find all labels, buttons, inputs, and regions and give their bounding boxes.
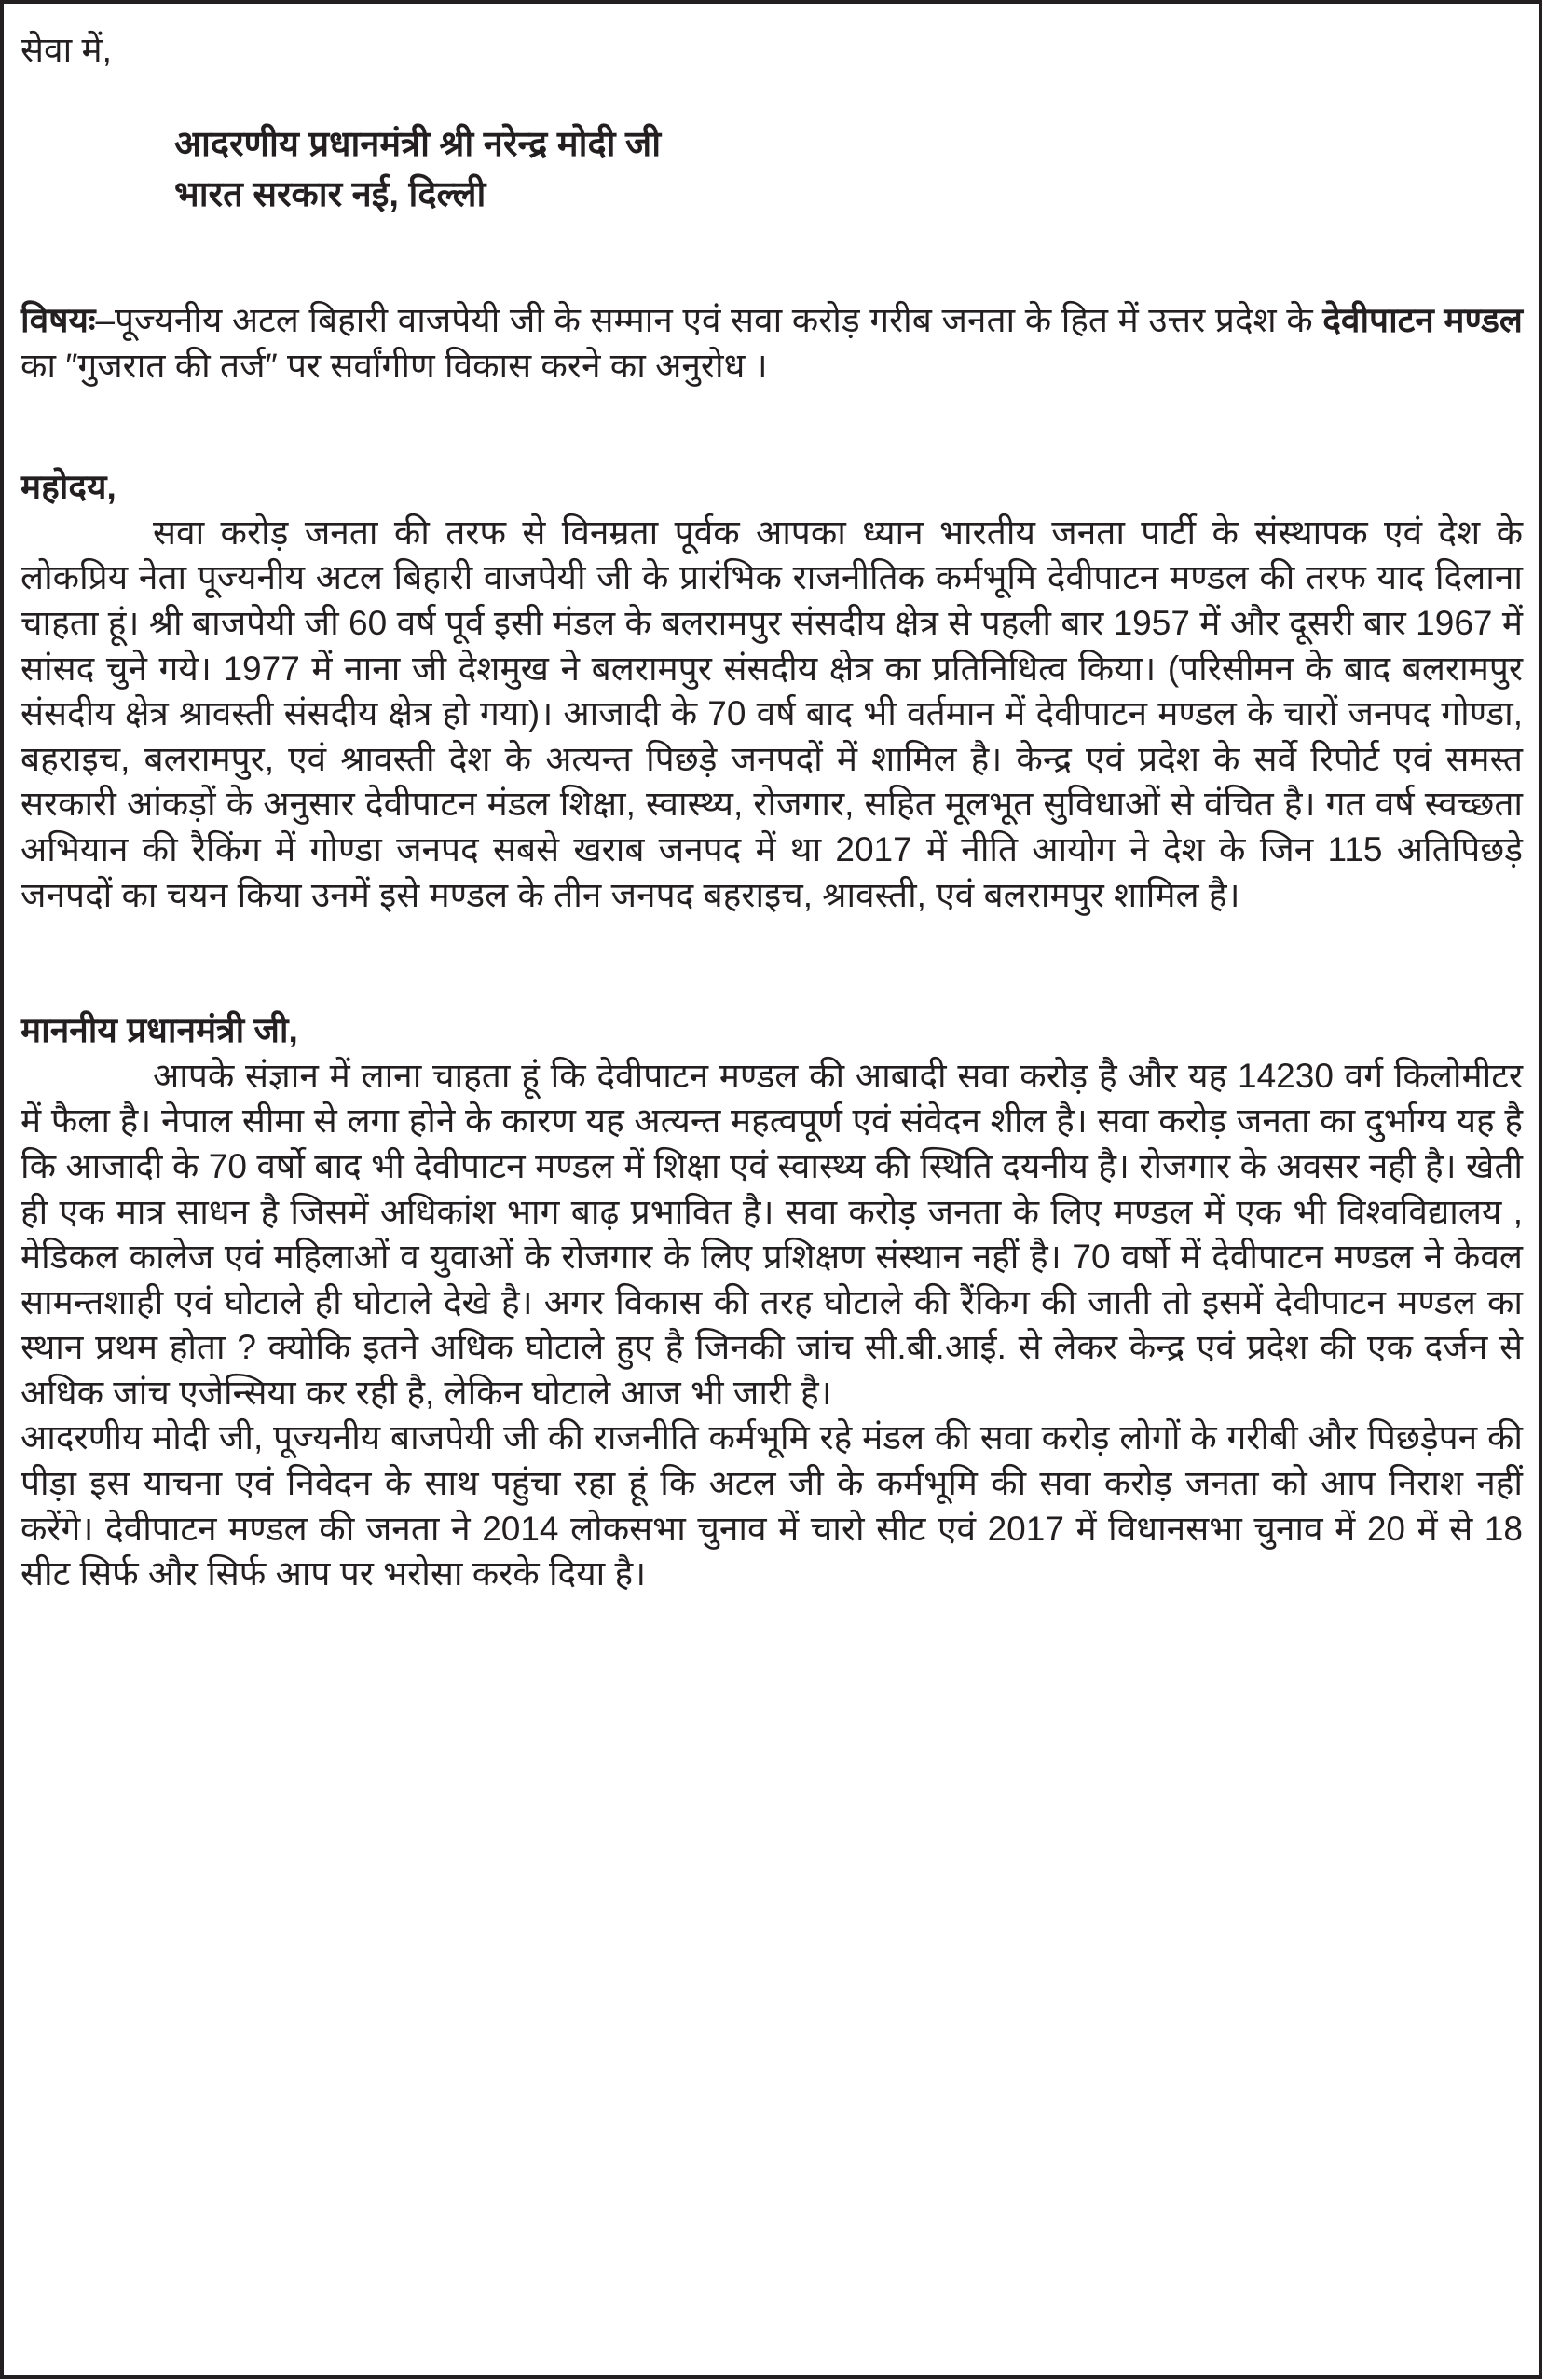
addressee-name: आदरणीय प्रधानमंत्री श्री नरेन्द्र मोदी जी [174,125,662,164]
addressee-location: भारत सरकार नई, दिल्ली [174,175,486,214]
paragraph-3: आदरणीय मोदी जी, पूज्यनीय बाजपेयी जी की राजनीति कर्मभूमि रहे मंडल की सवा करोड़ लोगों के गरीबी और पिछड़ेपन की पीड़ा इस याचना एवं निवेदन के साथ पहुंचा रहा हूं कि अटल जी के कर्मभूमि की सवा करोड़ जनता को आप निराश नहीं करेंगे। देवीपाटन मण्डल की जनता ने 2014 लोकसभा चुनाव में चारो सीट एवं 2017 में विधानसभा चुनाव में 20 में से 18 सीट सिर्फ और सिर्फ आप पर भरोसा करके दिया है। [21,1418,1523,1594]
paragraph-1: सवा करोड़ जनता की तरफ से विनम्रता पूर्वक आपका ध्यान भारतीय जनता पार्टी के संस्थापक एवं देश के लोकप्रिय नेता पूज्यनीय अटल बिहारी वाजपेयी जी के प्रारंभिक राजनीतिक कर्मभूमि देवीपाटन मण्डल की तरफ याद दिलाना चाहता हूं। श्री बाजपेयी जी 60 वर्ष पूर्व इसी मंडल के बलरामपुर संसदीय क्षेत्र से पहली बार 1957 में और दूसरी बार 1967 में सांसद चुने गये। 1977 में नाना जी देशमुख ने बलरामपुर संसदीय क्षेत्र का प्रतिनिधित्व किया। (परिसीमन के बाद बलरामपुर संसदीय क्षेत्र श्रावस्ती संसदीय क्षेत्र हो गया)। आजादी के 70 वर्ष बाद भी वर्तमान में देवीपाटन मण्डल के चारों जनपद गोण्डा, बहराइच, बलरामपुर, एवं श्रावस्ती देश के अत्यन्त पिछड़े जनपदों में शामिल है। केन्द्र एवं प्रदेश के सर्वे रिपोर्ट एवं समस्त सरकारी आंकड़ों के अनुसार देवीपाटन मंडल शिक्षा, स्वास्थ्य, रोजगार, सहित मूलभूत सुविधाओं से वंचित है। गत वर्ष स्वच्छता अभियान की रैकिंग में गोण्डा जनपद सबसे खराब जनपद में था 2017 में नीति आयोग ने देश के जिन 115 अतिपिछड़े जनपदों का चयन किया उनमें इसे मण्डल के तीन जनपद बहराइच, श्रावस्ती, एवं बलरामपुर शामिल है। [21,513,1523,914]
salutation: सेवा में, [21,31,112,69]
subject-label: विषयः [21,301,96,339]
greeting-prime-minister: माननीय प्रधानमंत्री जी, [21,1011,298,1050]
paragraph-2: आपके संज्ञान में लाना चाहता हूं कि देवीपाटन मण्डल की आबादी सवा करोड़ है और यह 14230 वर्ग किलोमीटर में फैला है। नेपाल सीमा से लगा होने के कारण यह अत्यन्त महत्वपूर्ण एवं संवेदन शील है। सवा करोड़ जनता का दुर्भाग्य यह है कि आजादी के 70 वर्षो बाद भी देवीपाटन मण्डल में शिक्षा एवं स्वास्थ्य की स्थिति दयनीय है। रोजगार के अवसर नही है। खेती ही एक मात्र साधन है जिसमें अधिकांश भाग बाढ़ प्रभावित है। सवा करोड़ जनता के लिए मण्डल में एक भी विश्वविद्यालय , मेडिकल कालेज एवं महिलाओं व युवाओं के रोजगार के लिए प्रशिक्षण संस्थान नहीं है। 70 वर्षो में देवीपाटन मण्डल ने केवल सामन्तशाही एवं घोटाले ही घोटाले देखे है। अगर विकास की तरह घोटाले की रैंकिग की जाती तो इसमें देवीपाटन मण्डल का स्थान प्रथम होता ? क्योकि इतने अधिक घोटाले हुए है जिनकी जांच सी.बी.आई. से लेकर केन्द्र एवं प्रदेश की एक दर्जन से अधिक जांच एजेन्सिया कर रही है, लेकिन घोटाले आज भी जारी है। [21,1056,1523,1412]
greeting-sir: महोदय, [21,468,116,507]
letter [21,28,1523,1597]
subject-text-before: –पूज्यनीय अटल बिहारी वाजपेयी जी के सम्मान एवं सवा करोड़ गरीब जनता के हित में उत्तर प्रदेश के [95,301,1323,339]
subject-line [21,298,1523,389]
subject-text-after: का ″गुजरात की तर्ज″ पर सर्वांगीण विकास करने का अनुरोध । [21,346,768,385]
addressee-block [174,119,1523,220]
subject-bold-text: देवीपाटन मण्डल [1322,301,1523,339]
